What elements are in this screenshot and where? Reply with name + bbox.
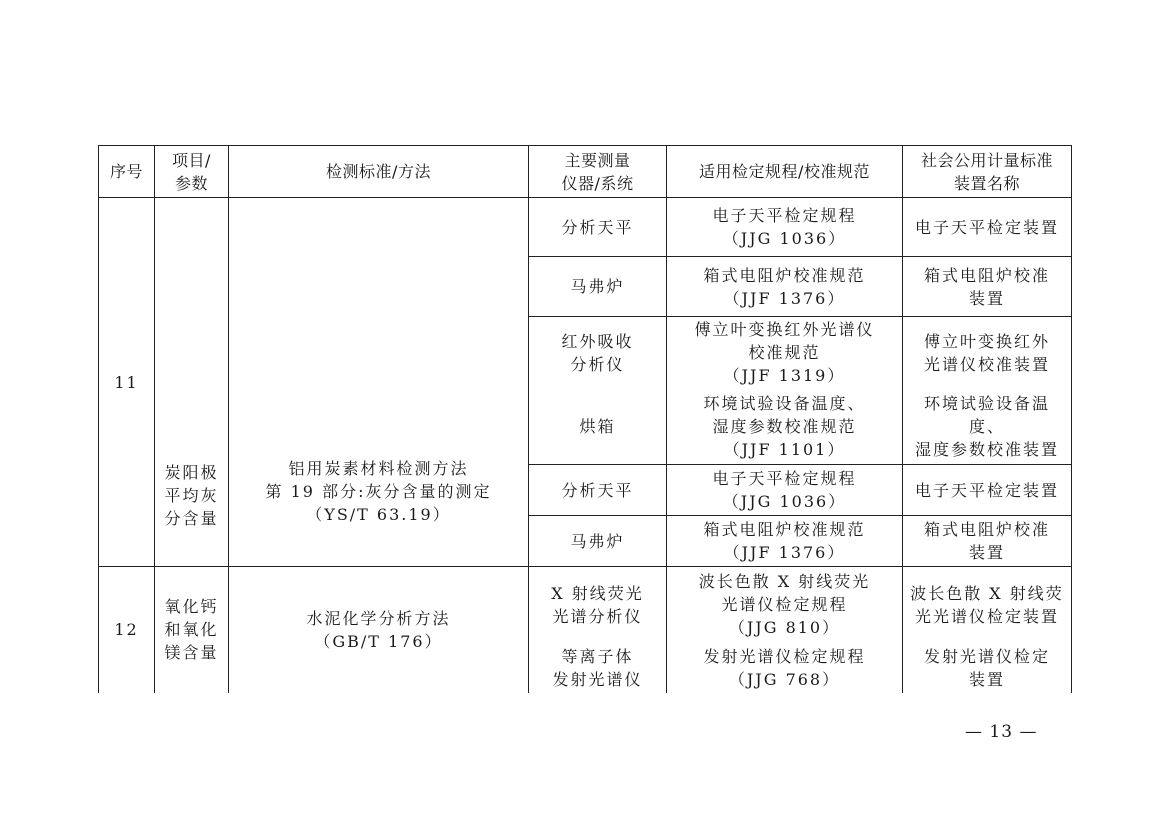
cell-instrument: 马弗炉 [529,257,667,317]
cell-regulation: 箱式电阻炉校准规范 （JJF 1376） [667,516,903,567]
cell-regulation: 电子天平检定规程 （JJG 1036） [667,198,903,257]
cell-standard: 水泥化学分析方法 （GB/T 176） [229,567,529,693]
cell-item: 氧化钙 和氧化 镁含量 [155,567,229,693]
header-device: 社会公用计量标准 装置名称 [903,146,1072,198]
page-number: — 13 — [965,722,1038,742]
cell-regulation: 电子天平检定规程 （JJG 1036） [667,465,903,516]
cell-device: 箱式电阻炉校准 装置 [903,257,1072,317]
cell-instrument: 马弗炉 [529,516,667,567]
cell-device: 环境试验设备温度、 湿度参数校准装置 [903,389,1072,465]
table-row [99,567,1072,643]
cell-device: 发射光谱仪检定 装置 [903,643,1072,693]
cell-standard: 铝用炭素材料检测方法 第 19 部分:灰分含量的测定 （YS/T 63.19） [229,198,529,567]
cell-instrument: 烘箱 [529,389,667,465]
cell-device: 电子天平检定装置 [903,198,1072,257]
cell-device: 箱式电阻炉校准 装置 [903,516,1072,567]
header-instrument: 主要测量 仪器/系统 [529,146,667,198]
cell-regulation: 箱式电阻炉校准规范 （JJF 1376） [667,257,903,317]
cell-item: 炭阳极 平均灰 分含量 [155,198,229,567]
header-seq: 序号 [99,146,155,198]
cell-instrument: X 射线荧光 光谱分析仪 [529,567,667,643]
header-regulation: 适用检定规程/校准规范 [667,146,903,198]
cell-seq: 11 [99,198,155,567]
cell-instrument: 等离子体 发射光谱仪 [529,643,667,693]
cell-instrument: 分析天平 [529,198,667,257]
standards-table-container [98,145,1071,693]
cell-seq: 12 [99,567,155,693]
cell-instrument: 分析天平 [529,465,667,516]
cell-regulation: 傅立叶变换红外光谱仪 校准规范 （JJF 1319） [667,317,903,389]
cell-instrument: 红外吸收 分析仪 [529,317,667,389]
cell-device: 傅立叶变换红外 光谱仪校准装置 [903,317,1072,389]
cell-device: 波长色散 X 射线荧 光光谱仪检定装置 [903,567,1072,643]
cell-regulation: 发射光谱仪检定规程 （JJG 768） [667,643,903,693]
standards-table [98,145,1072,693]
header-standard: 检测标准/方法 [229,146,529,198]
table-row [99,198,1072,257]
header-item: 项目/ 参数 [155,146,229,198]
header-row [99,146,1072,198]
cell-device: 电子天平检定装置 [903,465,1072,516]
cell-regulation: 波长色散 X 射线荧光 光谱仪检定规程 （JJG 810） [667,567,903,643]
cell-regulation: 环境试验设备温度、 湿度参数校准规范 （JJF 1101） [667,389,903,465]
